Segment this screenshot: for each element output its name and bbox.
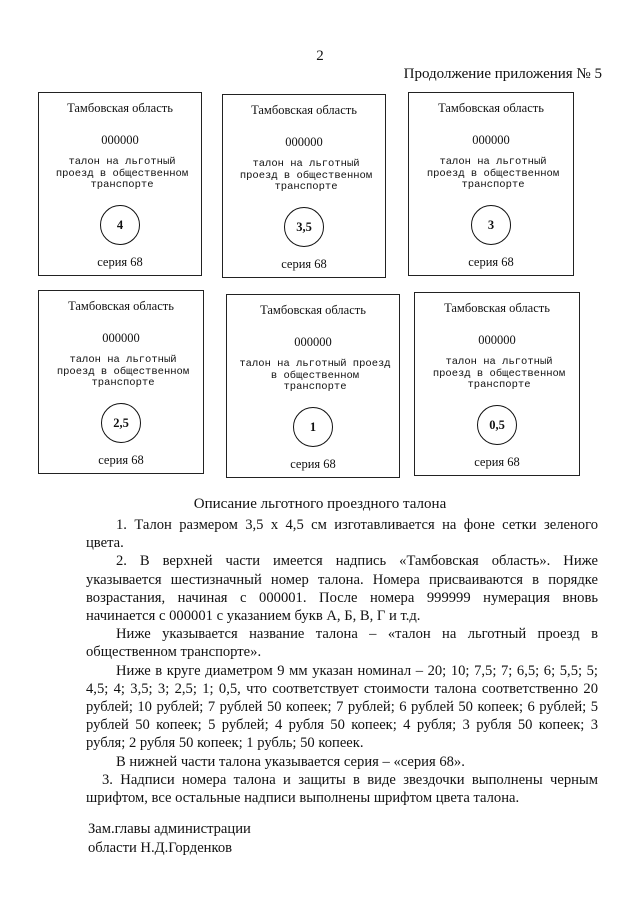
description-paragraph: Ниже указывается название талона – «талон на льготный проезд в общественном транспорте».	[86, 626, 598, 661]
denomination-value: 3	[487, 217, 495, 232]
ticket-0-5	[414, 292, 580, 476]
denomination-value: 2,5	[113, 415, 129, 430]
signature-name: области Н.Д.Горденков	[88, 840, 233, 856]
ticket-number: 000000	[102, 331, 140, 345]
signature-block	[88, 820, 251, 858]
signature-title: Зам.главы администрации	[88, 821, 251, 837]
ticket-series: серия 68	[474, 455, 520, 469]
ticket-region: Тамбовская область	[68, 299, 174, 313]
ticket-name: талон на льготный проезд в общественном транспорте	[56, 354, 190, 389]
denomination-value: 0,5	[489, 417, 505, 432]
appendix-label: Продолжение приложения № 5	[403, 66, 602, 82]
description-paragraph: 1. Талон размером 3,5 х 4,5 см изготавливается на фоне сетки зеленого цвета.	[86, 517, 598, 552]
description-paragraph: В нижней части талона указывается серия – «серия 68».	[116, 753, 465, 770]
ticket-name: талон на льготный проезд в общественном транспорте	[239, 358, 391, 393]
ticket-number: 000000	[478, 333, 516, 347]
description-paragraph: 3. Надписи номера талона и защиты в виде звездочки выполнены черным шрифтом, все остальные надписи выполнены шрифтом цвета талона.	[86, 771, 598, 807]
denomination-circle	[471, 205, 511, 245]
denomination-circle	[101, 403, 141, 443]
description-paragraph: 2. В верхней части имеется надпись «Тамбовская область». Ниже указывается шестизначный номер талона. Номера присваиваются в порядке возрастания, начиная с 000001. После номера 999999 нумерация вновь начинается с 000001 с указанием букв А, Б, В, Г и т.д.	[86, 553, 598, 625]
ticket-region: Тамбовская область	[438, 101, 544, 115]
ticket-name: талон на льготный проезд в общественном транспорте	[426, 156, 560, 191]
ticket-number: 000000	[294, 335, 332, 349]
ticket-number: 000000	[472, 133, 510, 147]
ticket-4	[38, 92, 202, 276]
ticket-2-5	[38, 290, 204, 474]
denomination-circle	[293, 407, 333, 447]
denomination-circle	[100, 205, 140, 245]
ticket-region: Тамбовская область	[251, 103, 357, 117]
ticket-number: 000000	[101, 133, 139, 147]
ticket-region: Тамбовская область	[67, 101, 173, 115]
description-body	[86, 516, 598, 807]
denomination-value: 1	[309, 419, 317, 434]
page-number: 2	[316, 48, 324, 64]
ticket-1	[226, 294, 400, 478]
ticket-name: талон на льготный проезд в общественном транспорте	[432, 356, 566, 391]
description-paragraph: Ниже в круге диаметром 9 мм указан номинал – 20; 10; 7,5; 7; 6,5; 6; 5,5; 5; 4,5; 4; 3,5; 3; 2,5; 1; 0,5, что соответствует стоимости талона соответственно 20 рублей; 10 рублей; 7 рублей 50 копеек; 7 рублей; 6 рублей 50 копеек; 6 рублей; 5 рублей 50 копеек; 5 рублей; 4 рубля 50 копеек; 4 рубля; 3 рубля 50 копеек; 3 рубля; 2 рубля 50 копеек; 1 рубль; 50 копеек.	[86, 662, 598, 752]
ticket-3	[408, 92, 574, 276]
description-title: Описание льготного проездного талона	[193, 496, 447, 512]
ticket-series: серия 68	[468, 255, 514, 269]
ticket-3-5	[222, 94, 386, 278]
ticket-number: 000000	[285, 135, 323, 149]
ticket-series: серия 68	[97, 255, 143, 269]
ticket-series: серия 68	[281, 257, 327, 271]
ticket-series: серия 68	[98, 453, 144, 467]
denomination-circle	[284, 207, 324, 247]
ticket-name: талон на льготный проезд в общественном транспорте	[239, 158, 373, 193]
ticket-region: Тамбовская область	[260, 303, 366, 317]
ticket-series: серия 68	[290, 457, 336, 471]
ticket-name: талон на льготный проезд в общественном транспорте	[55, 156, 189, 191]
denomination-value: 3,5	[296, 219, 312, 234]
ticket-region: Тамбовская область	[444, 301, 550, 315]
denomination-circle	[477, 405, 517, 445]
denomination-value: 4	[116, 217, 124, 232]
